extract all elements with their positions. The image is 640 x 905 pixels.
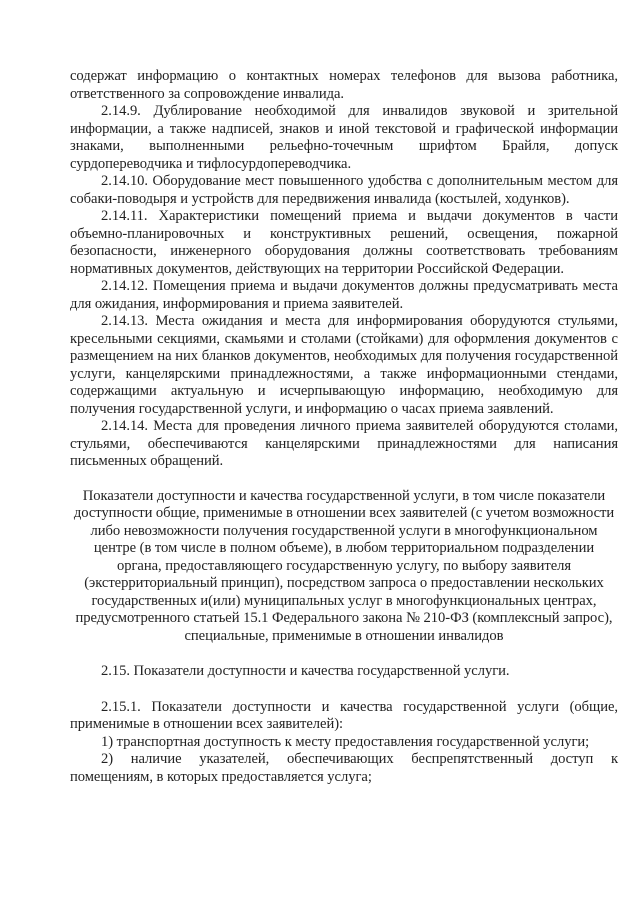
paragraph-2-14-11: 2.14.11. Характеристики помещений приема и выдачи документов в части объемно-планировочных и конструктивных решений, освещения, пожарной безопасности, инженерного оборудования должны соответствовать требованиям нормативных документов, действующих на территории Российской Федерации. (70, 208, 618, 277)
paragraph-2-15-1: 2.15.1. Показатели доступности и качества государственной услуги (общие, применимые в отношении всех заявителей): (70, 698, 618, 732)
paragraph-2-14-9: 2.14.9. Дублирование необходимой для инвалидов звуковой и зрительной информации, а также надписей, знаков и иной текстовой и графической информации знаками, выполненными рельефно-точечным шрифтом Брайля, допуск сурдопереводчика и тифлосурдопереводчика. (70, 103, 618, 172)
document-page (70, 68, 618, 786)
list-item-2: 2) наличие указателей, обеспечивающих беспрепятственный доступ к помещениям, в которых предоставляется услуга; (70, 751, 618, 785)
section-heading: Показатели доступности и качества государственной услуги, в том числе показатели доступности общие, применимые в отношении всех заявителей (с учетом возможности либо невозможности получения государственной услуги в многофункциональном центре (в том числе в полном объеме), в любом территориальном подразделении органа, предоставляющего государственную услугу, по выбору заявителя (экстерриториальный принцип), посредством запроса о предоставлении нескольких государственных и(или) муниципальных услуг в многофункциональных центрах, предусмотренного статьей 15.1 Федерального закона № 210-ФЗ (комплексный запрос), специальные, применимые в отношении инвалидов (73, 487, 615, 644)
paragraph-2-14-12: 2.14.12. Помещения приема и выдачи документов должны предусматривать места для ожидания, информирования и приема заявителей. (70, 278, 618, 312)
paragraph-2-14-13: 2.14.13. Места ожидания и места для информирования оборудуются стульями, кресельными секциями, скамьями и столами (стойками) для оформления документов с размещением на них бланков документов, необходимых для получения государственной услуги, канцелярскими принадлежностями, а также информационными стендами, содержащими актуальную и исчерпывающую информацию, необходимую для получения государственной услуги, и информацию о часах приема заявлений. (70, 313, 618, 417)
paragraph-contact-info: содержат информацию о контактных номерах телефонов для вызова работника, ответственного за сопровождение инвалида. (70, 68, 618, 102)
paragraph-2-14-14: 2.14.14. Места для проведения личного приема заявителей оборудуются столами, стульями, обеспечиваются канцелярскими принадлежностями для написания письменных обращений. (70, 418, 618, 469)
paragraph-2-14-10: 2.14.10. Оборудование мест повышенного удобства с дополнительным местом для собаки-поводыря и устройств для передвижения инвалида (костылей, ходунков). (70, 173, 618, 207)
list-item-1: 1) транспортная доступность к месту предоставления государственной услуги; (101, 733, 590, 750)
section-title-2-15: 2.15. Показатели доступности и качества государственной услуги. (101, 663, 510, 679)
